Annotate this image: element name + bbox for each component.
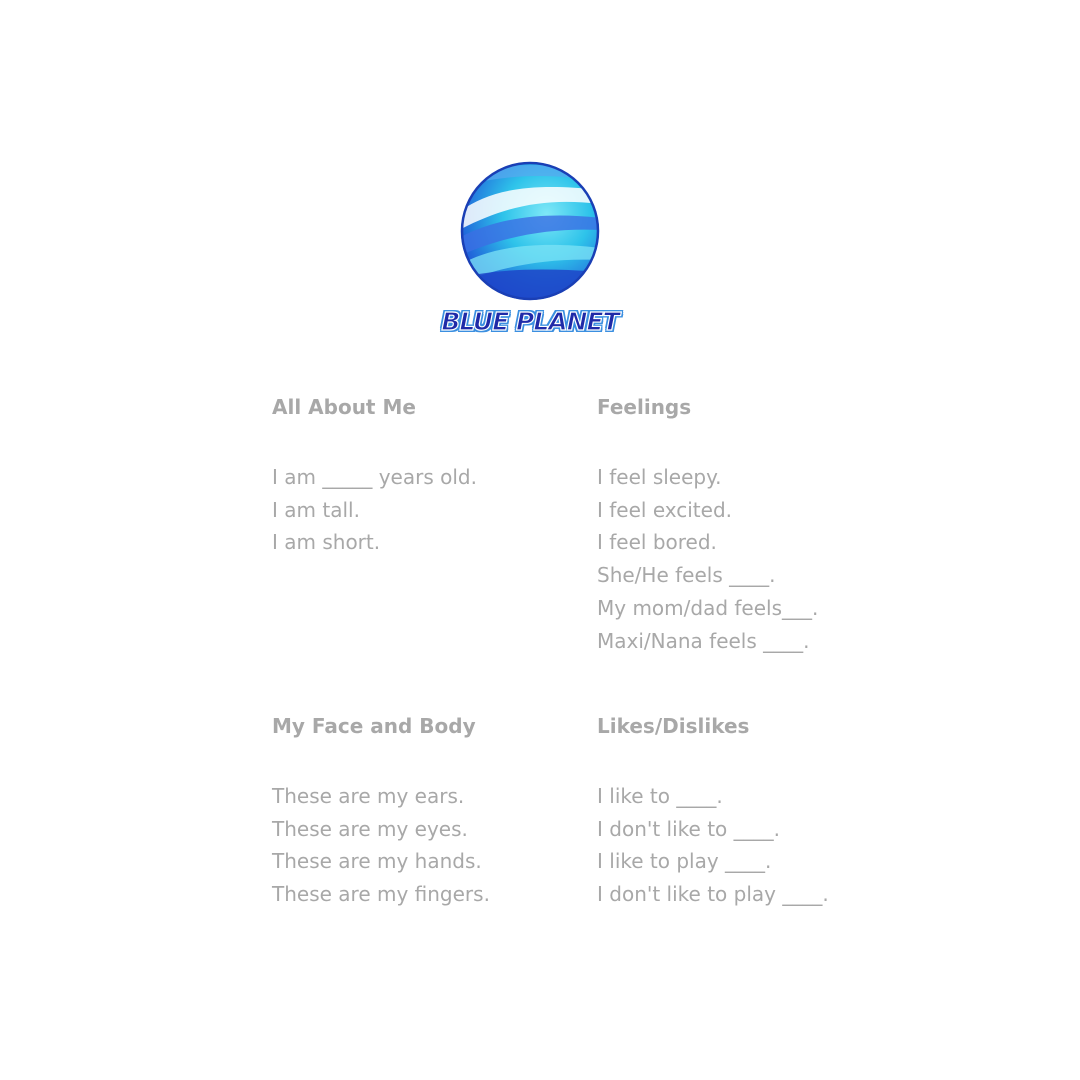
phrase-line: These are my fingers. xyxy=(272,882,490,907)
section-all-about-me xyxy=(272,395,572,559)
phrase-line: My mom/dad feels___. xyxy=(597,595,819,620)
phrase-line: I like to play ____. xyxy=(597,849,772,874)
phrase-line: I don't like to ____. xyxy=(597,816,780,841)
brand-name: BLUE PLANET xyxy=(441,307,619,336)
phrase-line: I am _____ years old. xyxy=(272,465,477,489)
phrase-line: I feel excited. xyxy=(597,497,733,522)
section-likes-dislikes xyxy=(597,714,897,911)
section-title: All About Me xyxy=(272,395,416,419)
phrase-line: These are my ears. xyxy=(272,784,465,808)
blue-planet-logo xyxy=(440,155,620,350)
section-my-face-and-body xyxy=(272,714,572,911)
phrase-line: I feel sleepy. xyxy=(597,465,722,489)
phrase-line: She/He feels ____. xyxy=(597,563,776,588)
phrase-line: Maxi/Nana feels ____. xyxy=(597,628,810,653)
planet-icon xyxy=(459,160,601,302)
phrase-line: These are my hands. xyxy=(272,849,482,874)
phrase-line: These are my eyes. xyxy=(272,816,468,841)
section-title: Feelings xyxy=(597,395,692,419)
phrase-line: I like to ____. xyxy=(597,784,723,808)
section-title: My Face and Body xyxy=(272,714,476,738)
section-title: Likes/Dislikes xyxy=(597,714,750,738)
phrase-line: I am short. xyxy=(272,530,381,555)
phrase-line: I feel bored. xyxy=(597,530,717,555)
section-feelings xyxy=(597,395,897,657)
phrase-line: I am tall. xyxy=(272,497,360,522)
phrase-line: I don't like to play ____. xyxy=(597,882,829,907)
